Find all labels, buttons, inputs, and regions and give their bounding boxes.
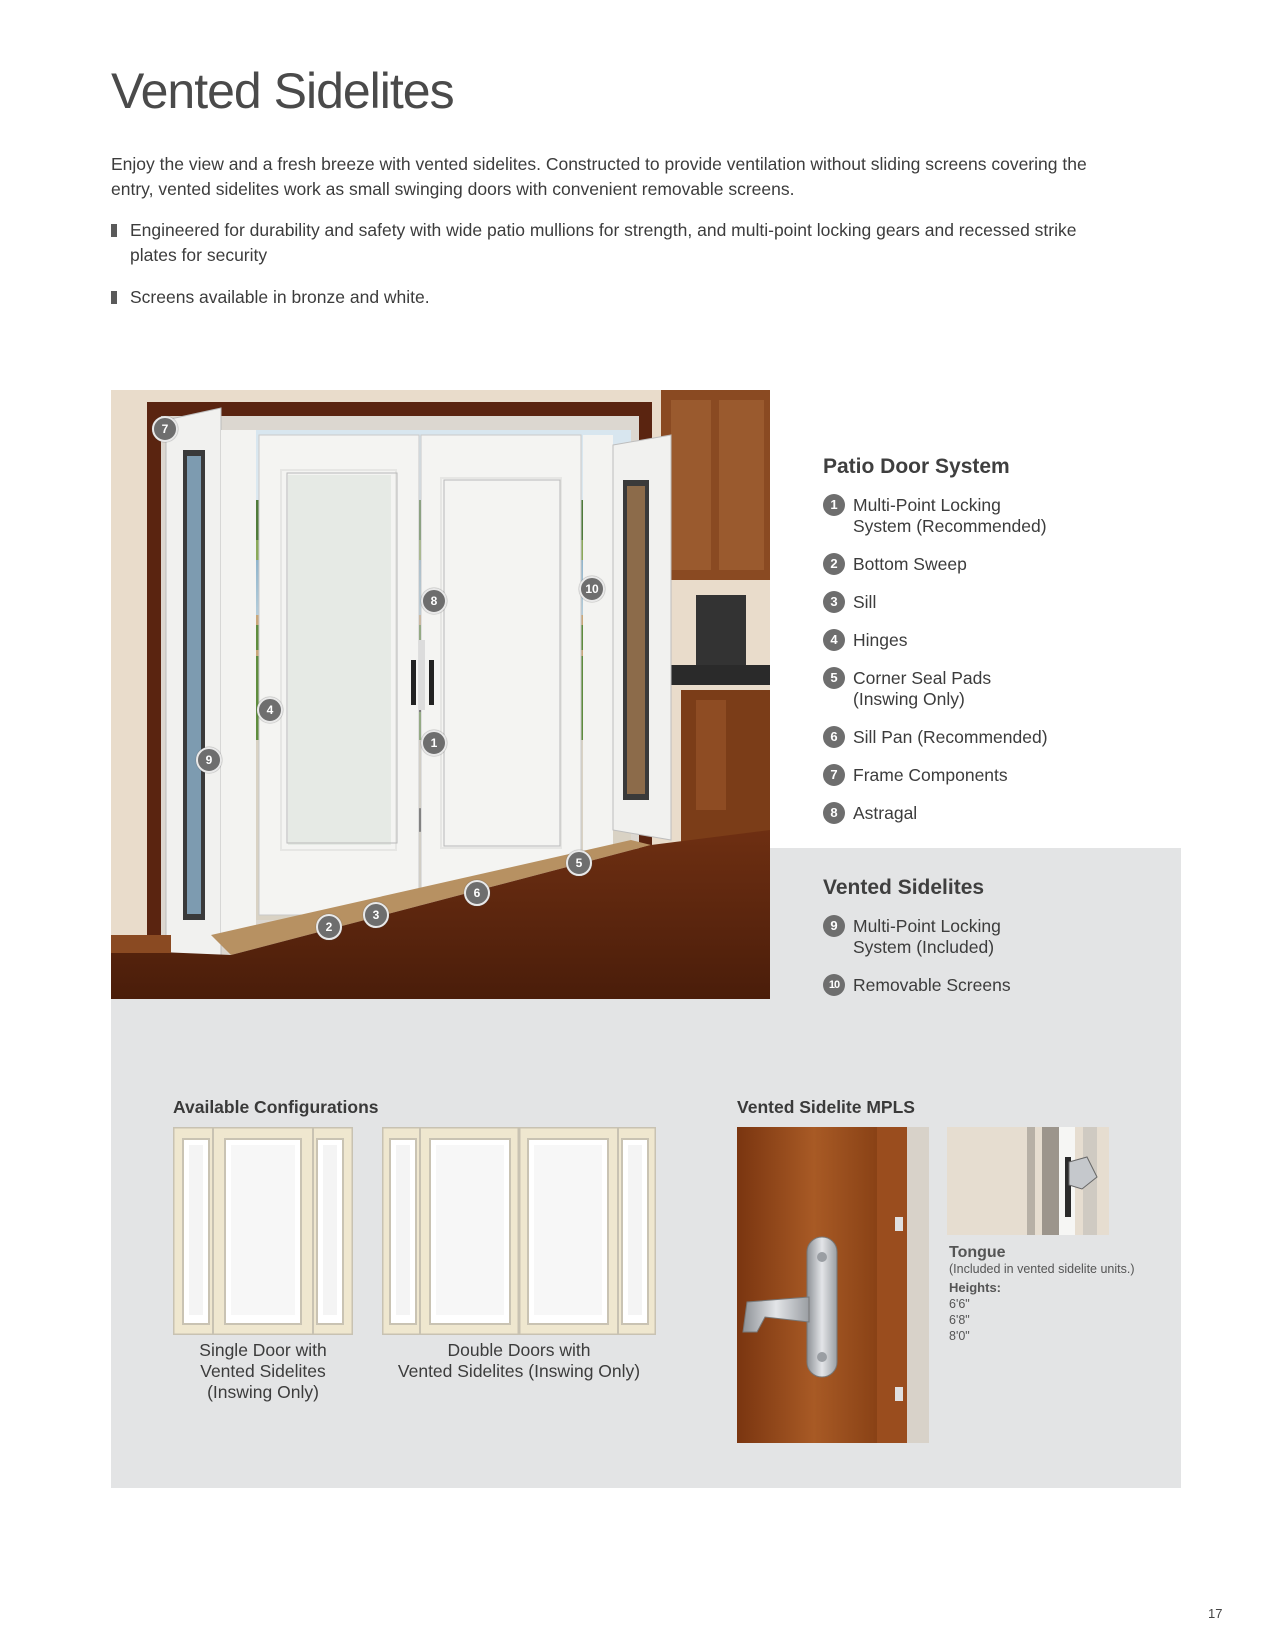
caption-line: Vented Sidelites (Inswing Only) [397,1361,641,1381]
callout-8: 8 [421,588,447,614]
legend-number-icon: 6 [823,726,845,748]
legend-item [823,916,1153,958]
caption-line: Single Door with [199,1340,327,1360]
patio-system-legend [823,495,1153,841]
legend-text: Frame Components [853,765,1008,785]
tongue-detail-photo [947,1127,1109,1235]
legend-item [823,668,1153,710]
legend-item [823,554,1153,575]
single-door-config-icon [173,1127,353,1335]
legend-text: Corner Seal Pads [853,668,992,688]
legend-item [823,803,1153,824]
callout-2: 2 [316,914,342,940]
caption-line: (Inswing Only) [207,1382,319,1402]
legend-number-icon: 3 [823,591,845,613]
caption-line: Double Doors with [447,1340,591,1360]
legend-text: Sill [853,592,877,612]
patio-door-illustration [111,390,770,999]
patio-door-photo [111,390,770,999]
tongue-label: Tongue [949,1244,1006,1261]
caption-line: Vented Sidelites [200,1361,326,1381]
configurations-title: Available Configurations [173,1097,379,1117]
height-value: 6'6" [949,1297,970,1311]
patio-system-title: Patio Door System [823,455,1010,478]
legend-text: Astragal [853,803,918,823]
callout-4: 4 [257,697,283,723]
vented-sidelites-title: Vented Sidelites [823,876,985,899]
page-number: 17 [1208,1606,1223,1621]
legend-item [823,727,1153,748]
bullet-square-icon [111,291,117,304]
intro-paragraph: Enjoy the view and a fresh breeze with vented sidelites. Constructed to provide ventilation without sliding screens covering the entry, vented sidelites work as small swinging doors with convenient removable screens. [111,154,1087,199]
double-door-config-icon [382,1127,656,1335]
tongue-note: (Included in vented sidelite units.) [949,1262,1135,1276]
legend-item [823,630,1153,651]
legend-text: (Inswing Only) [853,689,965,709]
legend-item [823,765,1153,786]
callout-7: 7 [152,416,178,442]
legend-text: Bottom Sweep [853,554,967,574]
feature-list [111,218,1121,327]
feature-item [111,285,1121,310]
legend-number-icon: 10 [823,974,845,996]
legend-text: System (Included) [853,937,995,957]
legend-text: Sill Pan (Recommended) [853,727,1048,747]
heights-label: Heights: [949,1280,1001,1295]
legend-text: Multi-Point Locking [853,495,1001,515]
callout-10: 10 [579,576,605,602]
mpls-handle-photo [737,1127,929,1443]
callout-6: 6 [464,880,490,906]
height-value: 6'8" [949,1313,970,1327]
callout-3: 3 [363,902,389,928]
page-title: Vented Sidelites [111,63,454,119]
feature-item [111,218,1121,268]
legend-text: Hinges [853,630,908,650]
legend-number-icon: 1 [823,494,845,516]
legend-number-icon: 9 [823,915,845,937]
legend-text: Multi-Point Locking [853,916,1001,936]
legend-text: Removable Screens [853,975,1011,995]
height-value: 8'0" [949,1329,970,1343]
callout-1: 1 [421,730,447,756]
feature-text: Engineered for durability and safety with wide patio mullions for strength, and multi-point locking gears and recessed strike plates for security [130,220,1077,265]
mpls-title: Vented Sidelite MPLS [737,1097,915,1117]
single-door-caption [153,1340,373,1403]
legend-item [823,495,1153,537]
vented-sidelites-legend [823,916,1153,1013]
legend-number-icon: 5 [823,667,845,689]
legend-number-icon: 8 [823,802,845,824]
bullet-square-icon [111,224,117,237]
legend-number-icon: 4 [823,629,845,651]
legend-text: System (Recommended) [853,516,1047,536]
legend-number-icon: 7 [823,764,845,786]
callout-5: 5 [566,850,592,876]
double-door-caption [369,1340,669,1382]
callout-9: 9 [196,747,222,773]
legend-number-icon: 2 [823,553,845,575]
legend-item [823,975,1153,996]
legend-item [823,592,1153,613]
feature-text: Screens available in bronze and white. [130,287,430,307]
